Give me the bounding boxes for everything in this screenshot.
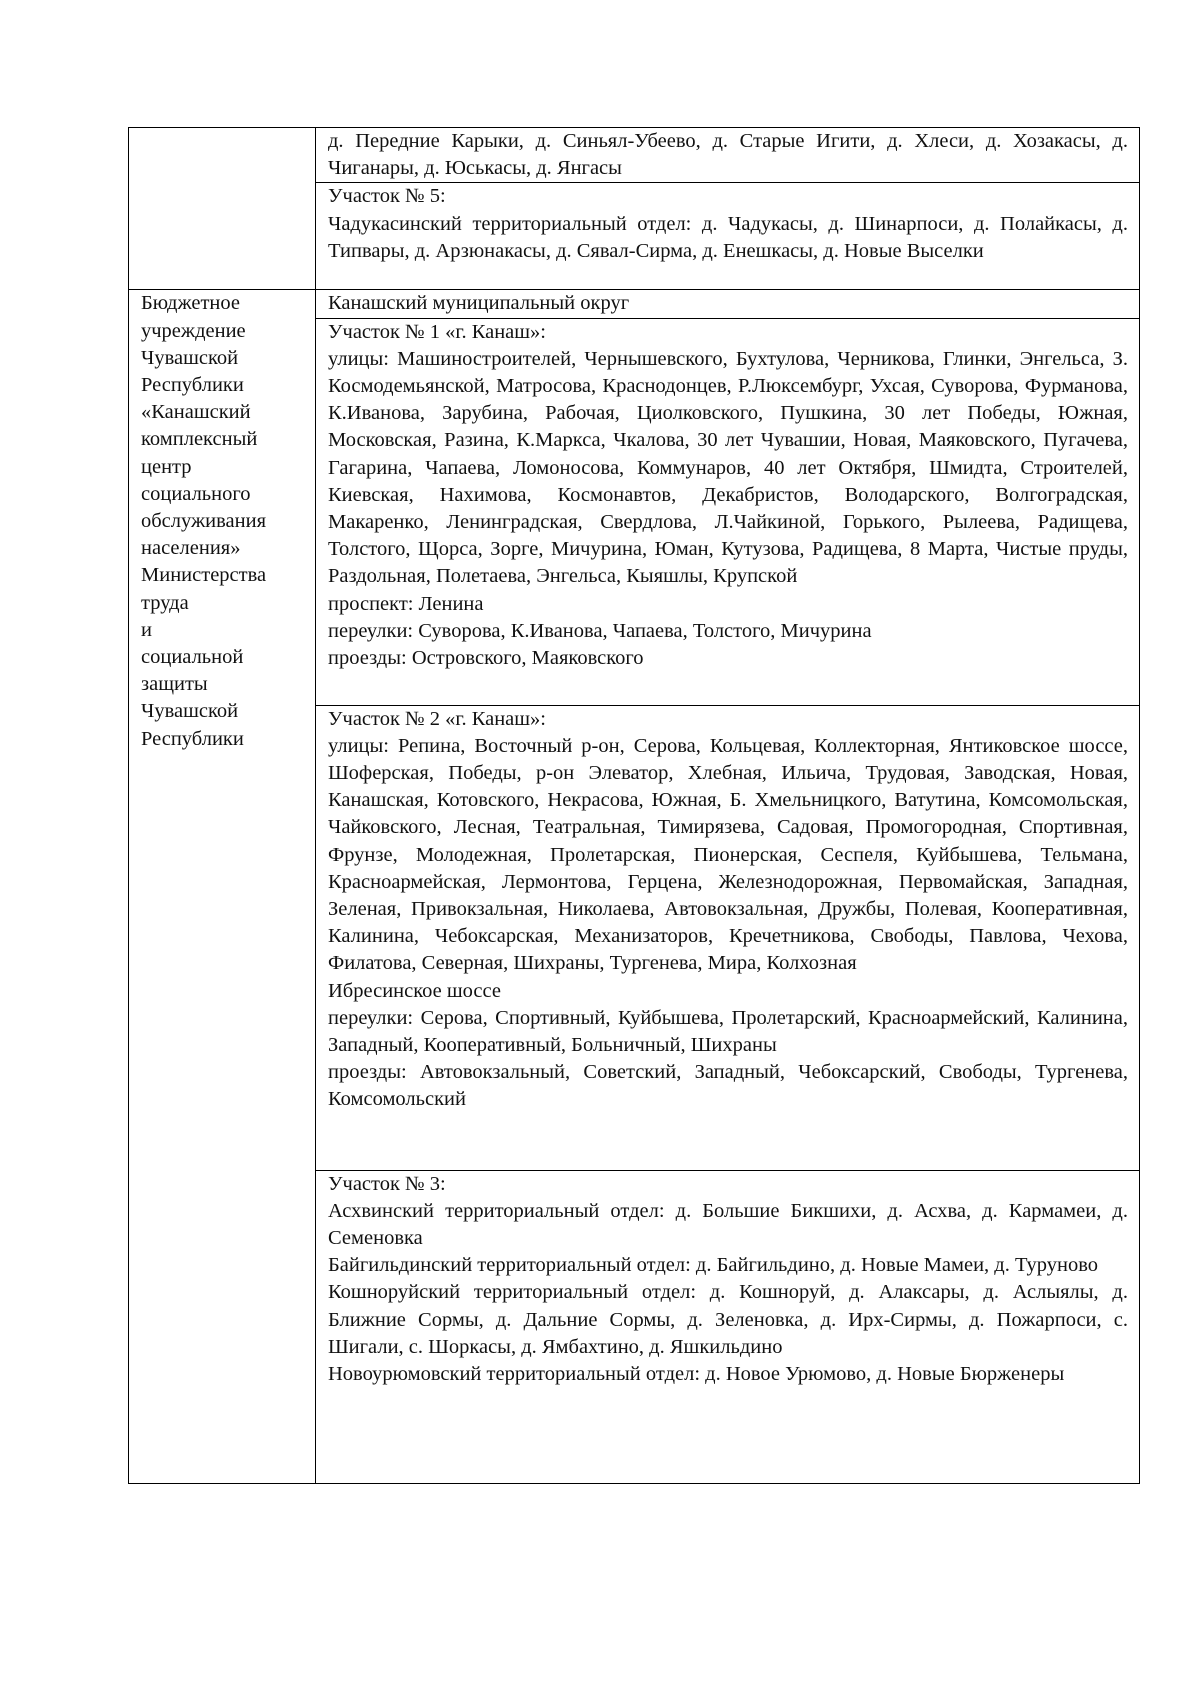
uchastok-1-heading: Участок № 1 «г. Канаш»: [328, 320, 547, 343]
uchastok-1-prospekt: проспект: Ленина [328, 592, 484, 615]
continuation-cell [316, 128, 1140, 183]
institution-line: Чувашской [141, 700, 239, 723]
institution-line: Республики [141, 374, 244, 397]
uchastok-2-cell [316, 705, 1140, 1170]
institution-line: учреждение [141, 319, 246, 342]
uchastok-2-pereulki: переулки: Серова, Спортивный, Куйбышева, Пролетарский, Красноармейский, Калинина, Западный, Кооперативный, Больничный, Шихраны [328, 1006, 1128, 1057]
uchastok-2-streets: улицы: Репина, Восточный р-он, Серова, Кольцевая, Коллекторная, Янтиковское шоссе, Шоферская, Победы, р-он Элеватор, Хлебная, Ильича, Трудовая, Заводская, Новая, Канашская, Котовского, Некрасова, Южная, Б. Хмельницкого, Ватутина, Комсомольская, Чайковского, Лесная, Театральная, Тимирязева, Садовая, Промогородная, Спортивная, Фрунзе, Молодежная, Пролетарская, Пионерская, Сеспеля, Куйбышева, Тельмана, Красноармейская, Лермонтова, Герцена, Железнодорожная, Первомайская, Западная, Зеленая, Привокзальная, Николаева, Автовокзальная, Дружбы, Полевая, Кооперативная, Калинина, Чебоксарская, Механизаторов, Кречетникова, Свободы, Павлова, Чехова, Филатова, Северная, Шихраны, Тургенева, Мира, Колхозная [328, 734, 1128, 975]
uchastok-5-text: Чадукасинский территориальный отдел: д. Чадукасы, д. Шинарпоси, д. Полайкасы, д. Типвары, д. Арзюнакасы, д. Сявал-Сирма, д. Енешкасы, д. Новые Выселки [328, 212, 1128, 262]
uchastok-2-heading: Участок № 2 «г. Канаш»: [328, 707, 547, 730]
empty-institution-cell [129, 128, 316, 290]
institution-line: Республики [141, 727, 244, 750]
district-name: Канашский муниципальный округ [328, 292, 630, 315]
district-cell [316, 290, 1140, 318]
institution-word-i: и [141, 618, 152, 641]
uchastok-2-proezdy: проезды: Автовокзальный, Советский, Западный, Чебоксарский, Свободы, Тургенева, Комсомольский [328, 1061, 1128, 1111]
uchastok-1-cell [316, 318, 1140, 705]
institution-line: социальной [141, 646, 244, 669]
institution-line: защиты [141, 673, 208, 696]
uchastok-3-cell [316, 1170, 1140, 1483]
uchastok-1-pereulki: переулки: Суворова, К.Иванова, Чапаева, Толстого, Мичурина [328, 619, 872, 642]
uchastok-3-koshnoruy: Кошноруйский территориальный отдел: д. Кошноруй, д. Алаксары, д. Аслыялы, д. Ближние Сормы, д. Дальние Сормы, д. Зеленовка, д. Ирх-Сирмы, д. Пожарпоси, с. Шигали, с. Шоркасы, д. Ямбахтино, д. Яшкильдино [328, 1281, 1128, 1358]
uchastok-2-shosse: Ибресинское шоссе [328, 979, 501, 1002]
institution-line: Бюджетное [141, 292, 240, 315]
institution-line: «Канашский [141, 401, 251, 424]
uchastok-5-heading: Участок № 5: [328, 185, 446, 208]
uchastok-1-streets: улицы: Машиностроителей, Чернышевского, Бухтулова, Черникова, Глинки, Энгельса, З. Космодемьянской, Матросова, Краснодонцев, Р.Люксембург, Ухсая, Суворова, Фурманова, К.Иванова, Зарубина, Рабочая, Циолковского, Пушкина, 30 лет Победы, Южная, Московская, Разина, К.Маркса, Чкалова, 30 лет Чувашии, Новая, Маяковского, Пугачева, Гагарина, Чапаева, Ломоносова, Коммунаров, 40 лет Октября, Шмидта, Строителей, Киевская, Нахимова, Космонавтов, Декабристов, Володарского, Волгоградская, Макаренко, Ленинградская, Свердлова, Л.Чайкиной, Горького, Рылеева, Радищева, Толстого, Щорса, Зорге, Мичурина, Юман, Кутузова, Радищева, 8 Марта, Чистые пруды, Раздольная, Полетаева, Энгельса, Кыяшлы, Крупской [328, 347, 1128, 588]
institution-line: центр [141, 455, 192, 478]
continuation-villages: д. Передние Карыки, д. Синьял-Убеево, д. Старые Игити, д. Хлеси, д. Хозакасы, д. Чиганары, д. Юськасы, д. Янгасы [328, 130, 1128, 180]
uchastok-3-novouryumovo: Новоурюмовский территориальный отдел: д. Новое Урюмово, д. Новые Бюрженеры [328, 1363, 1065, 1386]
table-row [129, 128, 1140, 183]
institution-line: комплексный [141, 428, 258, 451]
uchastok-3-askhva: Асхвинский территориальный отдел: д. Большие Бикшихи, д. Асхва, д. Кармамеи, д. Семеновка [328, 1199, 1128, 1250]
institution-line: Министерства [141, 564, 267, 587]
precinct-table [128, 127, 1140, 1484]
institution-cell [129, 290, 316, 1483]
uchastok-5-cell [316, 183, 1140, 290]
institution-line: Чувашской [141, 346, 239, 369]
uchastok-3-heading: Участок № 3: [328, 1172, 446, 1195]
institution-name [141, 290, 303, 752]
institution-line-justified [141, 590, 303, 644]
table-row [129, 290, 1140, 318]
institution-line: населения» [141, 537, 241, 560]
uchastok-3-baigildino: Байгильдинский территориальный отдел: д. Байгильдино, д. Новые Мамеи, д. Туруново [328, 1254, 1098, 1277]
institution-line: обслуживания [141, 510, 267, 533]
institution-word-truda: труда [141, 591, 189, 614]
uchastok-1-proezdy: проезды: Островского, Маяковского [328, 647, 644, 670]
institution-line: социального [141, 482, 251, 505]
